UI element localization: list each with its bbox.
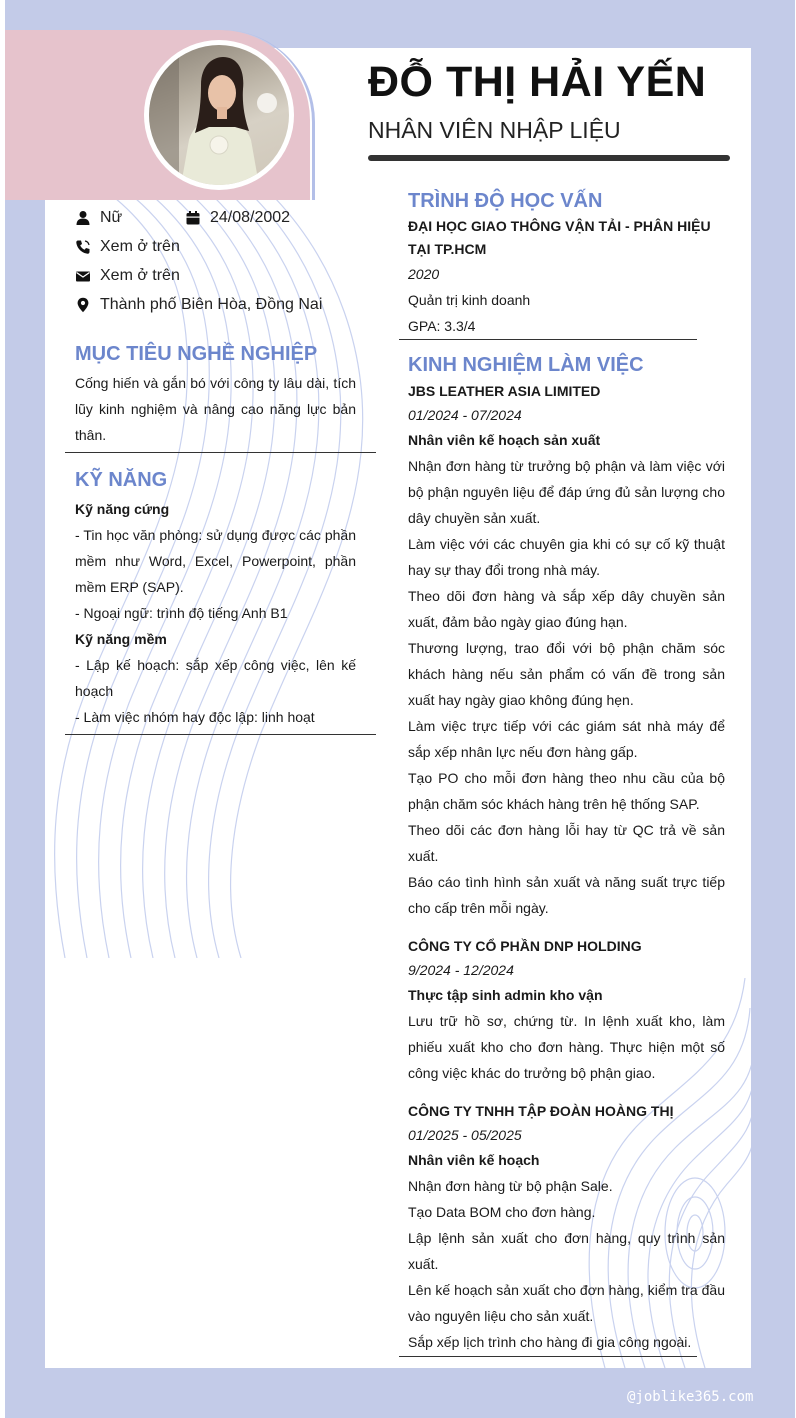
education-year: 2020 [408, 266, 440, 282]
location-icon [75, 297, 91, 313]
job-duty: Tạo PO cho mỗi đơn hàng theo nhu cầu của bộ phận chăm sóc khách hàng trên hệ thống SAP. [408, 770, 725, 812]
job-company: JBS LEATHER ASIA LIMITED [408, 383, 601, 399]
education-heading: TRÌNH ĐỘ HỌC VẤN [408, 190, 603, 212]
hard-skill-item: - Tin học văn phòng: sử dụng được các phần mềm như Word, Excel, Powerpoint, phần mềm ERP (SAP). [75, 527, 356, 595]
objective-heading: MỤC TIÊU NGHỀ NGHIỆP [75, 343, 318, 365]
education-block [408, 215, 725, 339]
phone-text: Xem ở trên [100, 238, 180, 255]
watermark: @joblike365.com [627, 1389, 754, 1405]
phone-icon [75, 239, 91, 255]
skills-block [75, 496, 356, 730]
objective-divider [65, 452, 376, 453]
mail-icon [75, 268, 91, 284]
birthdate-text: 24/08/2002 [210, 209, 291, 226]
job-duty: Sắp xếp lịch trình cho hàng đi gia công ngoài. [408, 1334, 692, 1350]
job-duty: Theo dõi đơn hàng và sắp xếp dây chuyền sản xuất, đảm bảo ngày giao đúng hạn. [408, 588, 725, 630]
education-divider [399, 339, 697, 340]
job-duty: Theo dõi các đơn hàng lỗi hay từ QC trả về sản xuất. [408, 822, 725, 864]
education-major: Quản trị kinh doanh [408, 292, 531, 308]
skills-heading: KỸ NĂNG [75, 469, 168, 491]
job-duty: Thương lượng, trao đổi với bộ phận chăm sóc khách hàng nếu sản phẩm có vấn đề trong sản xuất hay ngày giao không đúng hẹn. [408, 640, 725, 708]
job-position: Nhân viên kế hoạch sản xuất [408, 432, 601, 448]
job-3 [408, 1099, 725, 1355]
job-duty: Tạo Data BOM cho đơn hàng. [408, 1204, 596, 1220]
job-2 [408, 934, 725, 1086]
avatar-photo [149, 45, 289, 185]
job-duty: Lưu trữ hồ sơ, chứng từ. In lệnh xuất kho, làm phiếu xuất kho cho đơn hàng. Thực hiện một số công việc khác do trưởng bộ phận giao. [408, 1013, 725, 1081]
job-period: 9/2024 - 12/2024 [408, 962, 514, 978]
candidate-title: NHÂN VIÊN NHẬP LIỆU [368, 117, 621, 143]
education-gpa: GPA: 3.3/4 [408, 318, 476, 334]
job-period: 01/2025 - 05/2025 [408, 1127, 522, 1143]
title-underline [368, 155, 730, 161]
job-1 [408, 379, 725, 921]
email-text: Xem ở trên [100, 267, 180, 284]
candidate-name: ĐỖ THỊ HẢI YẾN [368, 58, 707, 106]
soft-skill-item: - Lập kế hoạch: sắp xếp công việc, lên kế hoạch [75, 657, 356, 699]
job-period: 01/2024 - 07/2024 [408, 407, 522, 423]
gender-text: Nữ [100, 209, 123, 226]
job-duty: Làm việc với các chuyên gia khi có sự cố kỹ thuật hay sự thay đổi trong nhà máy. [408, 536, 725, 578]
job-duty: Báo cáo tình hình sản xuất và năng suất trực tiếp cho cấp trên mỗi ngày. [408, 874, 725, 916]
skills-divider [65, 734, 376, 735]
job-company: CÔNG TY CỔ PHẦN DNP HOLDING [408, 938, 642, 954]
education-school: ĐẠI HỌC GIAO THÔNG VẬN TẢI - PHÂN HIỆU TẠI TP.HCM [408, 218, 711, 257]
job-duty: Lên kế hoạch sản xuất cho đơn hàng, kiểm tra đầu vào nguyên liệu cho sản xuất. [408, 1282, 725, 1324]
job-position: Thực tập sinh admin kho vận [408, 987, 603, 1003]
job-duty: Nhận đơn hàng từ bộ phận Sale. [408, 1178, 613, 1194]
soft-skills-title: Kỹ năng mềm [75, 631, 167, 647]
hard-skills-title: Kỹ năng cứng [75, 501, 170, 517]
soft-skill-item: - Làm việc nhóm hay độc lập: linh hoạt [75, 709, 315, 725]
job-duty: Nhận đơn hàng từ trưởng bộ phận và làm việc với bộ phận nguyên liệu để đáp ứng đủ sản lượng cho dây chuyền sản xuất. [408, 458, 725, 526]
experience-divider [399, 1356, 697, 1357]
avatar [144, 40, 294, 190]
job-position: Nhân viên kế hoạch [408, 1152, 540, 1168]
address-text: Thành phố Biên Hòa, Đồng Nai [100, 296, 323, 313]
user-icon [75, 210, 91, 226]
experience-heading: KINH NGHIỆM LÀM VIỆC [408, 354, 644, 376]
calendar-icon [185, 210, 201, 226]
objective-text: Cống hiến và gắn bó với công ty lâu dài, tích lũy kinh nghiệm và nâng cao năng lực bản thân. [75, 375, 356, 443]
avatar-portrait-icon [149, 45, 289, 185]
hard-skill-item: - Ngoại ngữ: trình độ tiếng Anh B1 [75, 605, 288, 621]
job-company: CÔNG TY TNHH TẬP ĐOÀN HOÀNG THỊ [408, 1103, 674, 1119]
job-duty: Lập lệnh sản xuất cho đơn hàng, quy trình sản xuất. [408, 1230, 725, 1272]
job-duty: Làm việc trực tiếp với các giám sát nhà máy để sắp xếp nhân lực nếu đơn hàng gấp. [408, 718, 725, 760]
